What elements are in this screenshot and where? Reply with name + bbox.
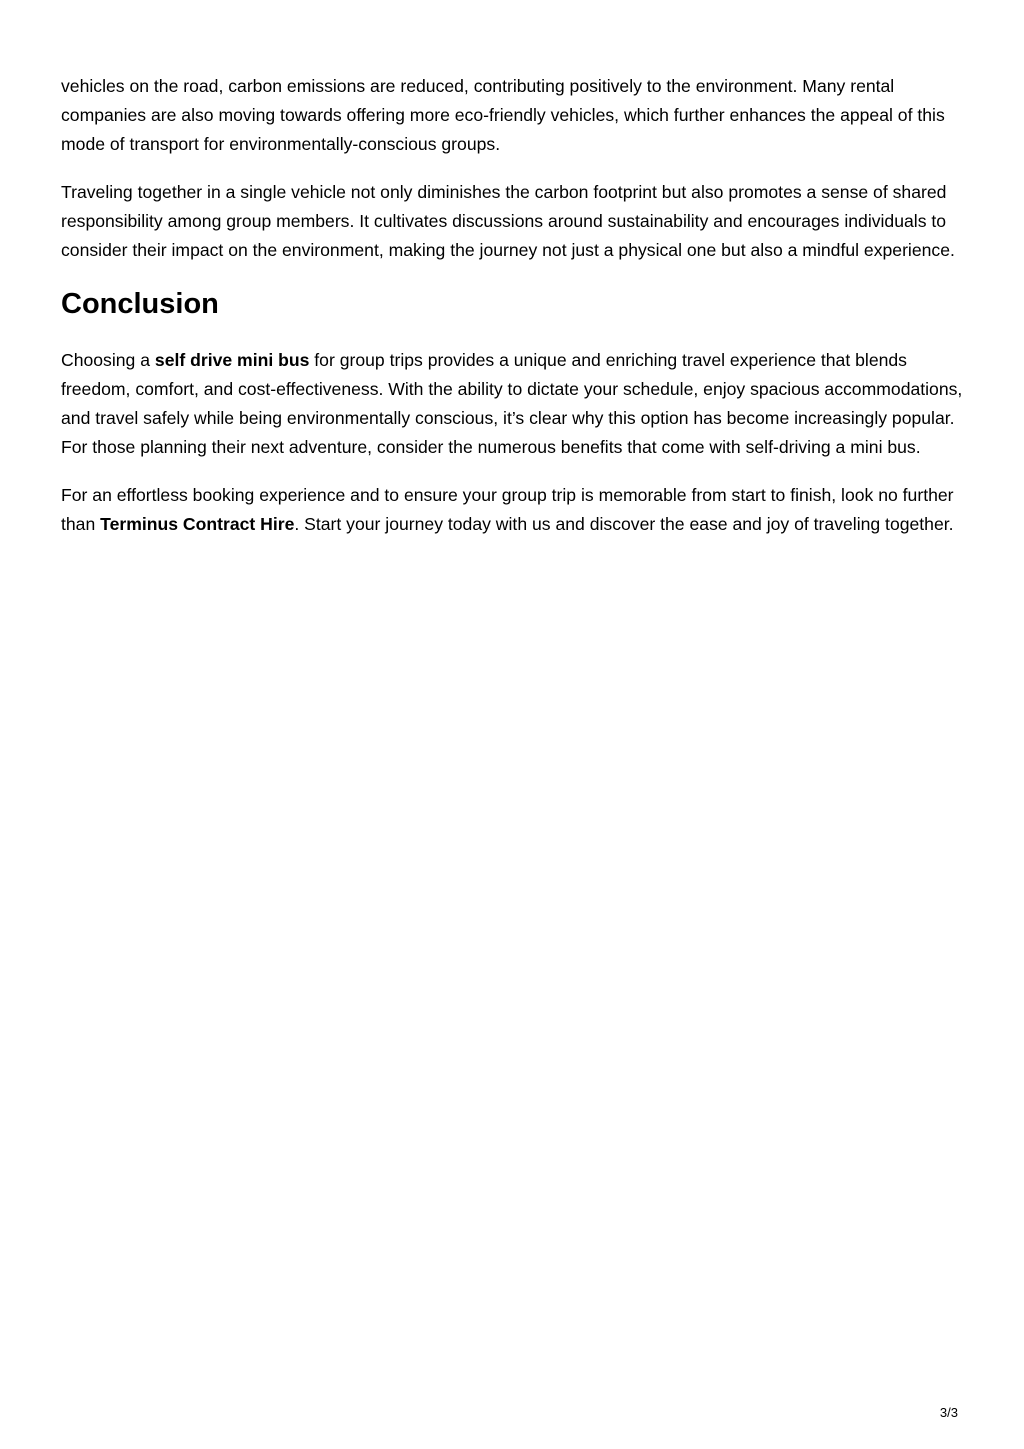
text-segment: Choosing a (61, 350, 155, 370)
text-segment: . Start your journey today with us and discover the ease and joy of traveling together. (294, 514, 954, 534)
page-number: 3/3 (939, 1405, 958, 1420)
text-segment: for group trips provides a unique and enriching travel experience that blends freedom, comfort, and cost-effectiveness. With the ability to dictate your schedule, enjoy spacious accommodations, and travel safely while being environmentally conscious, it’s clear why this option has become increasingly popular. For those planning their next adventure, consider the numerous benefits that come with self-driving a mini bus. (61, 350, 963, 457)
text-segment: For an effortless booking experience and to ensure your group trip is memorable from start to finish, look no further than (61, 485, 954, 534)
bold-keyword-self-drive-mini-bus: self drive mini bus (154, 350, 310, 370)
section-heading-conclusion: Conclusion (61, 288, 219, 320)
document-body (61, 72, 966, 558)
paragraph-shared-responsibility: Traveling together in a single vehicle not only diminishes the carbon footprint but also promotes a sense of shared responsibility among group members. It cultivates discussions around sustainability and encourages individuals to consider their impact on the environment, making the journey not just a physical one but also a mindful experience. (61, 182, 955, 260)
paragraph-eco-vehicles: vehicles on the road, carbon emissions are reduced, contributing positively to the environment. Many rental companies are also moving towards offering more eco-friendly vehicles, which further enhances the appeal of this mode of transport for environmentally-conscious groups. (61, 76, 945, 154)
paragraph-call-to-action (61, 481, 966, 539)
bold-company-name: Terminus Contract Hire (100, 514, 295, 534)
paragraph-conclusion-summary (61, 346, 966, 462)
